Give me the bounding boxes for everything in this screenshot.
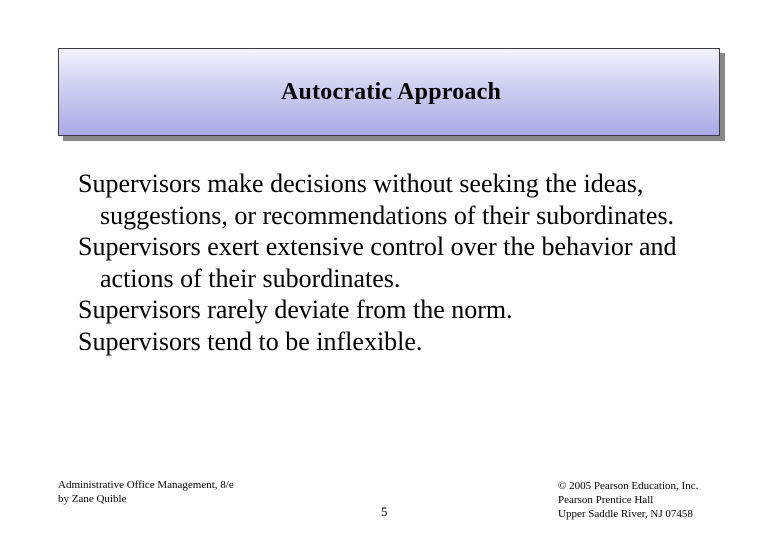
bullet-item: Supervisors tend to be inflexible. bbox=[78, 326, 423, 356]
page-number: 5 bbox=[381, 504, 388, 519]
footer-book-info bbox=[58, 478, 234, 506]
footer-address-line: Upper Saddle River, NJ 07458 bbox=[558, 508, 693, 520]
bullet-item: Supervisors make decisions without seeking the ideas, suggestions, or recommendations of their subordinates. bbox=[78, 169, 675, 230]
footer-book-title: Administrative Office Management, 8/e bbox=[58, 479, 234, 491]
title-box bbox=[58, 48, 720, 136]
footer-copyright bbox=[558, 479, 698, 521]
bullet-item: Supervisors rarely deviate from the norm. bbox=[78, 295, 513, 324]
bullet-list bbox=[78, 168, 718, 357]
footer-publisher-line: Pearson Prentice Hall bbox=[558, 494, 654, 506]
bullet-item: Supervisors exert extensive control over the behavior and actions of their subordinates. bbox=[78, 232, 677, 293]
slide-title: Autocratic Approach bbox=[280, 78, 501, 105]
footer-author: by Zane Quible bbox=[58, 493, 127, 505]
footer-copyright-line: © 2005 Pearson Education, Inc. bbox=[558, 480, 699, 492]
